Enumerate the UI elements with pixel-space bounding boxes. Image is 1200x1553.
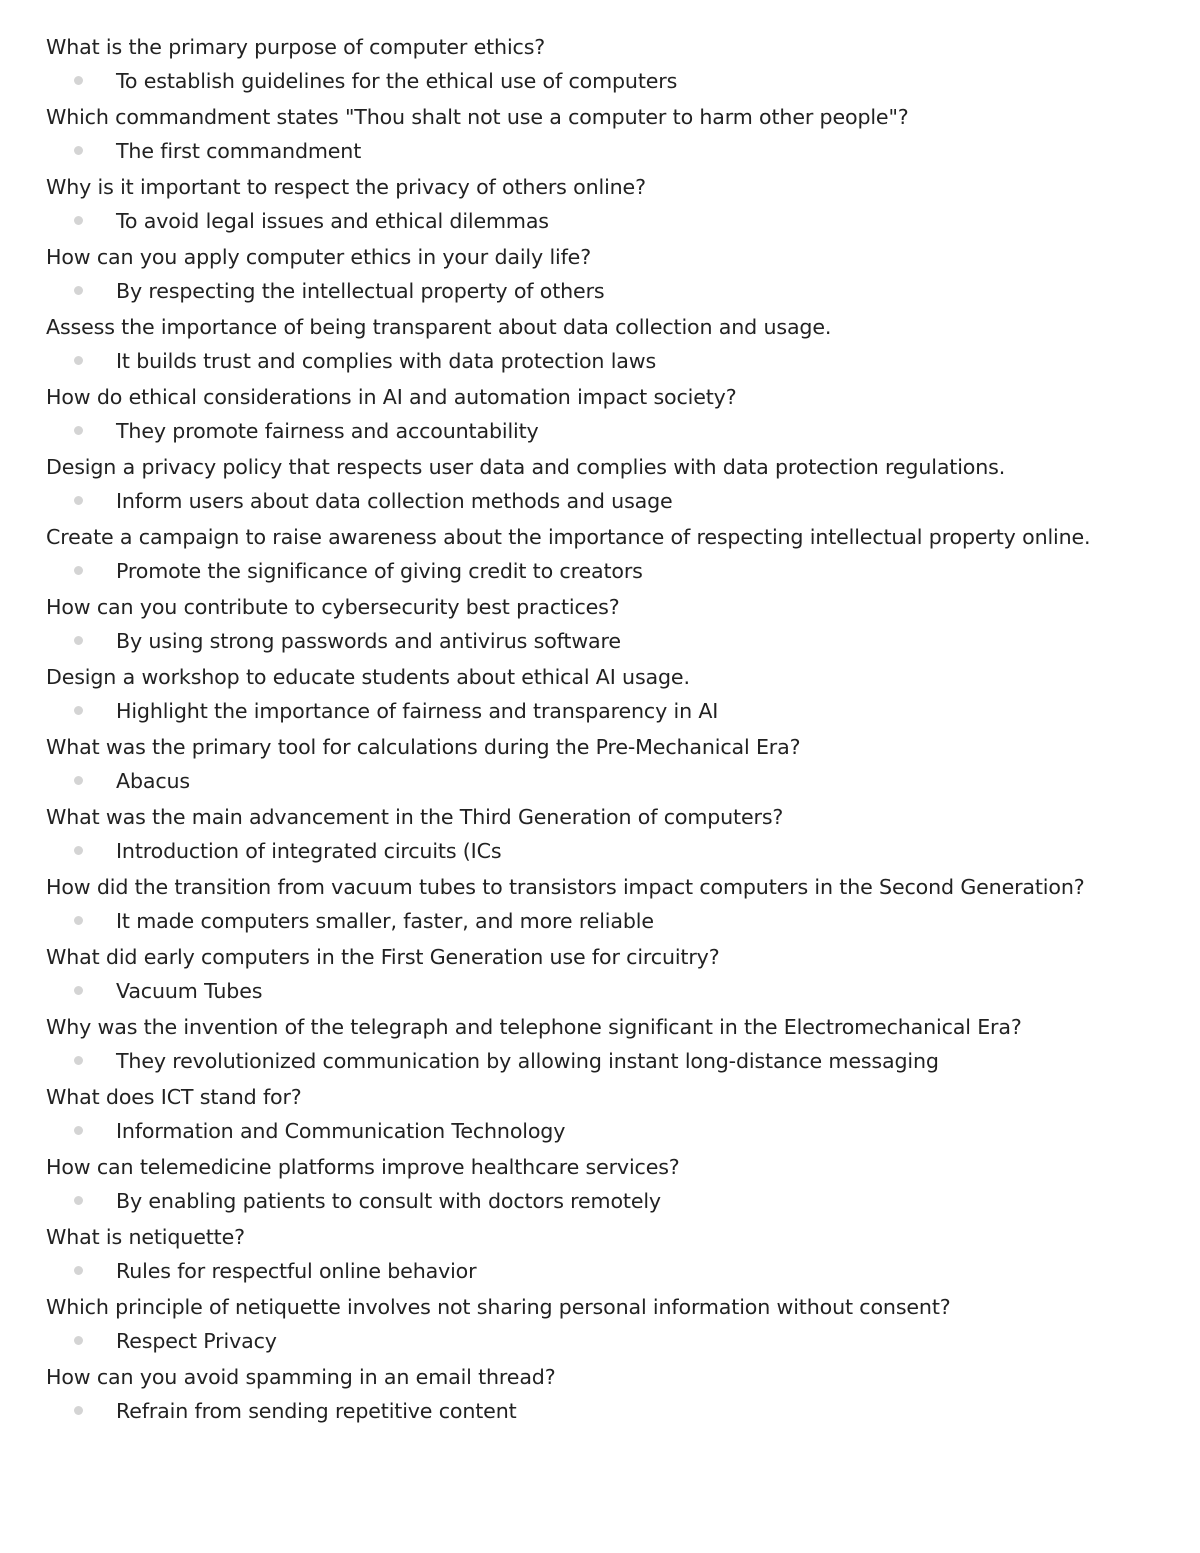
answer-list-item (46, 1395, 1156, 1427)
answer-text: Information and Communication Technology (116, 1119, 566, 1143)
bullet-icon (74, 146, 83, 155)
qa-item (46, 1010, 1156, 1077)
answer-text: Respect Privacy (116, 1329, 277, 1353)
answer-text: Promote the significance of giving credit to creators (116, 559, 643, 583)
bullet-icon (74, 1056, 83, 1065)
question-text: How can you avoid spamming in an email thread? (46, 1365, 556, 1389)
answer-text: Introduction of integrated circuits (ICs (116, 839, 502, 863)
answer-text: Rules for respectful online behavior (116, 1259, 477, 1283)
answer-text: To establish guidelines for the ethical use of computers (116, 69, 678, 93)
bullet-icon (74, 1266, 83, 1275)
qa-item (46, 1360, 1156, 1427)
qa-item (46, 1080, 1156, 1147)
question-text: How can telemedicine platforms improve healthcare services? (46, 1155, 680, 1179)
qa-item (46, 660, 1156, 727)
question-text: What does ICT stand for? (46, 1085, 302, 1109)
bullet-icon (74, 636, 83, 645)
qa-item (46, 870, 1156, 937)
qa-item (46, 520, 1156, 587)
answer-text: Abacus (116, 769, 190, 793)
answer-list-item (46, 1325, 1156, 1357)
qa-item (46, 1220, 1156, 1287)
answer-text: It made computers smaller, faster, and more reliable (116, 909, 654, 933)
qa-item (46, 940, 1156, 1007)
qa-item (46, 450, 1156, 517)
bullet-icon (74, 566, 83, 575)
answer-list-item (46, 695, 1156, 727)
bullet-icon (74, 286, 83, 295)
qa-item (46, 800, 1156, 867)
bullet-icon (74, 706, 83, 715)
question-text: What did early computers in the First Generation use for circuitry? (46, 945, 720, 969)
qa-item (46, 170, 1156, 237)
answer-list-item (46, 835, 1156, 867)
question-text: What is the primary purpose of computer ethics? (46, 35, 546, 59)
answer-list-item (46, 1255, 1156, 1287)
answer-list-item (46, 65, 1156, 97)
bullet-icon (74, 986, 83, 995)
answer-list-item (46, 625, 1156, 657)
qa-item (46, 730, 1156, 797)
answer-list-item (46, 415, 1156, 447)
answer-list-item (46, 1045, 1156, 1077)
question-text: Design a privacy policy that respects user data and complies with data protection regulations. (46, 455, 1006, 479)
question-text: How can you contribute to cybersecurity best practices? (46, 595, 620, 619)
qa-item (46, 310, 1156, 377)
answer-text: By using strong passwords and antivirus software (116, 629, 621, 653)
bullet-icon (74, 1126, 83, 1135)
answer-list-item (46, 905, 1156, 937)
answer-text: Inform users about data collection methods and usage (116, 489, 673, 513)
answer-text: The first commandment (116, 139, 362, 163)
qa-document (46, 30, 1156, 1430)
question-text: Assess the importance of being transparent about data collection and usage. (46, 315, 832, 339)
answer-text: They promote fairness and accountability (116, 419, 539, 443)
bullet-icon (74, 846, 83, 855)
answer-text: It builds trust and complies with data protection laws (116, 349, 657, 373)
bullet-icon (74, 776, 83, 785)
bullet-icon (74, 1196, 83, 1205)
qa-item (46, 240, 1156, 307)
answer-text: Refrain from sending repetitive content (116, 1399, 517, 1423)
bullet-icon (74, 916, 83, 925)
bullet-icon (74, 216, 83, 225)
qa-item (46, 100, 1156, 167)
qa-item (46, 1150, 1156, 1217)
answer-text: To avoid legal issues and ethical dilemmas (116, 209, 549, 233)
answer-list-item (46, 345, 1156, 377)
answer-text: Vacuum Tubes (116, 979, 263, 1003)
qa-item (46, 380, 1156, 447)
bullet-icon (74, 496, 83, 505)
answer-list-item (46, 135, 1156, 167)
answer-list-item (46, 205, 1156, 237)
qa-item (46, 1290, 1156, 1357)
question-text: Create a campaign to raise awareness about the importance of respecting intellectual property online. (46, 525, 1091, 549)
question-text: Why was the invention of the telegraph and telephone significant in the Electromechanical Era? (46, 1015, 1022, 1039)
bullet-icon (74, 76, 83, 85)
answer-text: Highlight the importance of fairness and transparency in AI (116, 699, 719, 723)
question-text: What was the primary tool for calculations during the Pre-Mechanical Era? (46, 735, 801, 759)
answer-list-item (46, 1115, 1156, 1147)
question-text: Which principle of netiquette involves not sharing personal information without consent? (46, 1295, 951, 1319)
question-text: How did the transition from vacuum tubes to transistors impact computers in the Second Generation? (46, 875, 1085, 899)
question-text: What is netiquette? (46, 1225, 245, 1249)
question-text: How can you apply computer ethics in your daily life? (46, 245, 591, 269)
bullet-icon (74, 1336, 83, 1345)
bullet-icon (74, 356, 83, 365)
answer-list-item (46, 485, 1156, 517)
answer-text: They revolutionized communication by allowing instant long-distance messaging (116, 1049, 939, 1073)
answer-list-item (46, 555, 1156, 587)
answer-list-item (46, 275, 1156, 307)
answer-text: By enabling patients to consult with doctors remotely (116, 1189, 661, 1213)
answer-list-item (46, 765, 1156, 797)
answer-list-item (46, 1185, 1156, 1217)
question-text: What was the main advancement in the Third Generation of computers? (46, 805, 784, 829)
question-text: Why is it important to respect the privacy of others online? (46, 175, 646, 199)
qa-item (46, 30, 1156, 97)
question-text: How do ethical considerations in AI and automation impact society? (46, 385, 737, 409)
question-text: Which commandment states "Thou shalt not use a computer to harm other people"? (46, 105, 909, 129)
qa-item (46, 590, 1156, 657)
bullet-icon (74, 426, 83, 435)
question-text: Design a workshop to educate students about ethical AI usage. (46, 665, 690, 689)
answer-list-item (46, 975, 1156, 1007)
answer-text: By respecting the intellectual property of others (116, 279, 605, 303)
bullet-icon (74, 1406, 83, 1415)
